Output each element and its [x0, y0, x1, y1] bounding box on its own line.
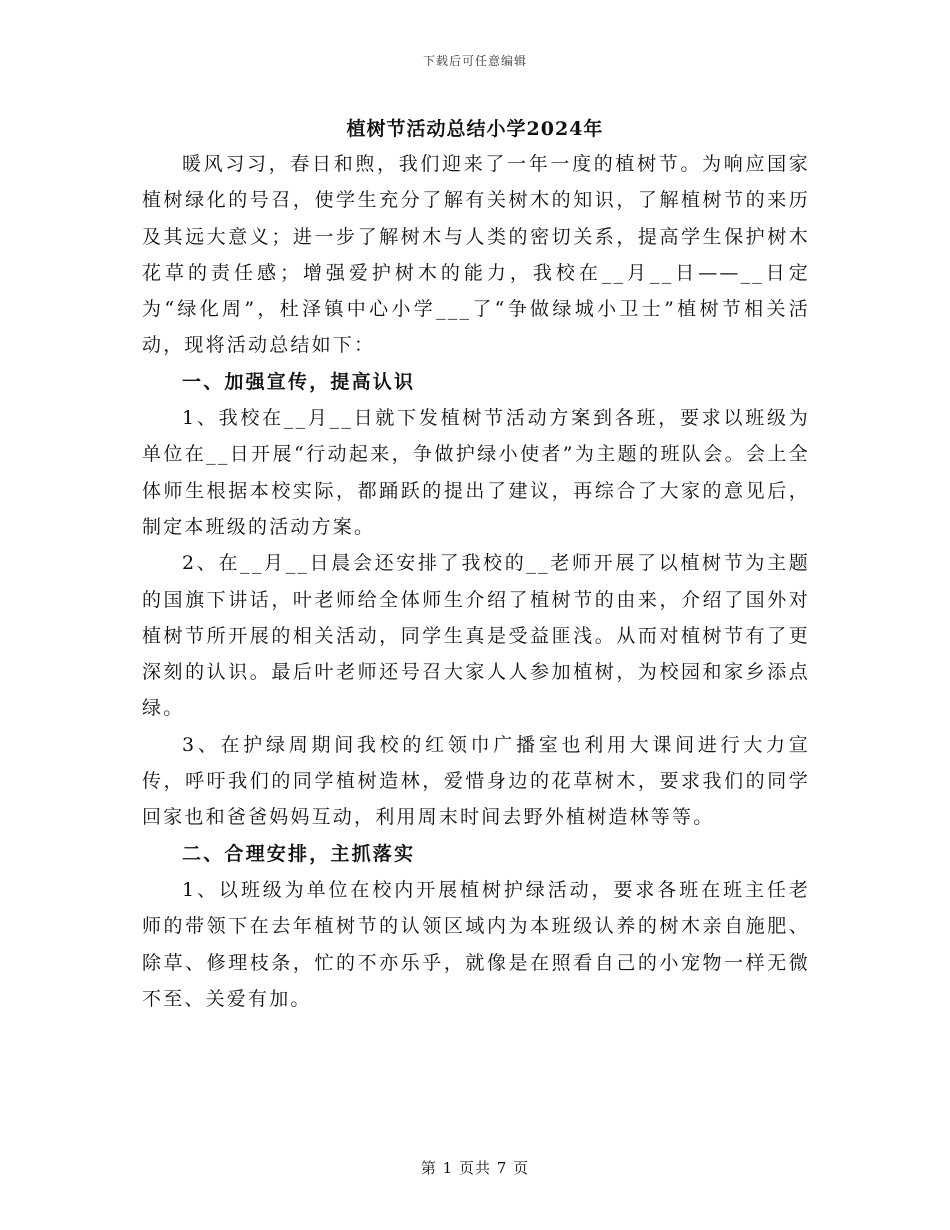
document-title: 植树节活动总结小学2024年: [346, 118, 604, 140]
section-heading-2: 二、合理安排，主抓落实: [182, 842, 416, 865]
paragraph-1-1: 1、我校在__月__日就下发植树节活动方案到各班，要求以班级为单位在__日开展“行动起来，争做护绿小使者”为主题的班队会。会上全体师生根据本校实际，都踊跃的提出了建议，再综合了大家的意见后，制定本班级的活动方案。: [142, 407, 810, 538]
paragraph-1-3: 3、在护绿周期间我校的红领巾广播室也利用大课间进行大力宣传，呼吁我们的同学植树造林，爱惜身边的花草树木，要求我们的同学回家也和爸爸妈妈互动，利用周末时间去野外植树造林等等。: [142, 733, 810, 829]
document-body: [142, 146, 810, 1017]
paragraph-2-1: 1、以班级为单位在校内开展植树护绿活动，要求各班在班主任老师的带领下在去年植树节的认领区域内为本班级认养的树木亲自施肥、除草、修理枝条，忙的不亦乐乎，就像是在照看自己的小宠物一样无微不至、关爱有加。: [142, 878, 810, 1010]
paragraph-intro: 暖风习习，春日和煦，我们迎来了一年一度的植树节。为响应国家植树绿化的号召，使学生充分了解有关树木的知识，了解植树节的来历及其远大意义；进一步了解树木与人类的密切关系，提高学生保护树木花草的责任感；增强爱护树木的能力，我校在__月__日——__日定为“绿化周”，杜泽镇中心小学___了“争做绿城小卫士”植树节相关活动，现将活动总结如下：: [142, 153, 810, 357]
paragraph-1-2: 2、在__月__日晨会还安排了我校的__老师开展了以植树节为主题的国旗下讲话，叶老师给全体师生介绍了植树节的由来，介绍了国外对植树节所开展的相关活动，同学生真是受益匪浅。从而对植树节有了更深刻的认识。最后叶老师还号召大家人人参加植树，为校园和家乡添点绿。: [142, 552, 810, 720]
header-note: 下载后可任意编辑: [422, 54, 527, 68]
section-heading-1: 一、加强宣传，提高认识: [182, 370, 416, 393]
page-footer: 第 1 页共 7 页: [420, 1159, 530, 1177]
